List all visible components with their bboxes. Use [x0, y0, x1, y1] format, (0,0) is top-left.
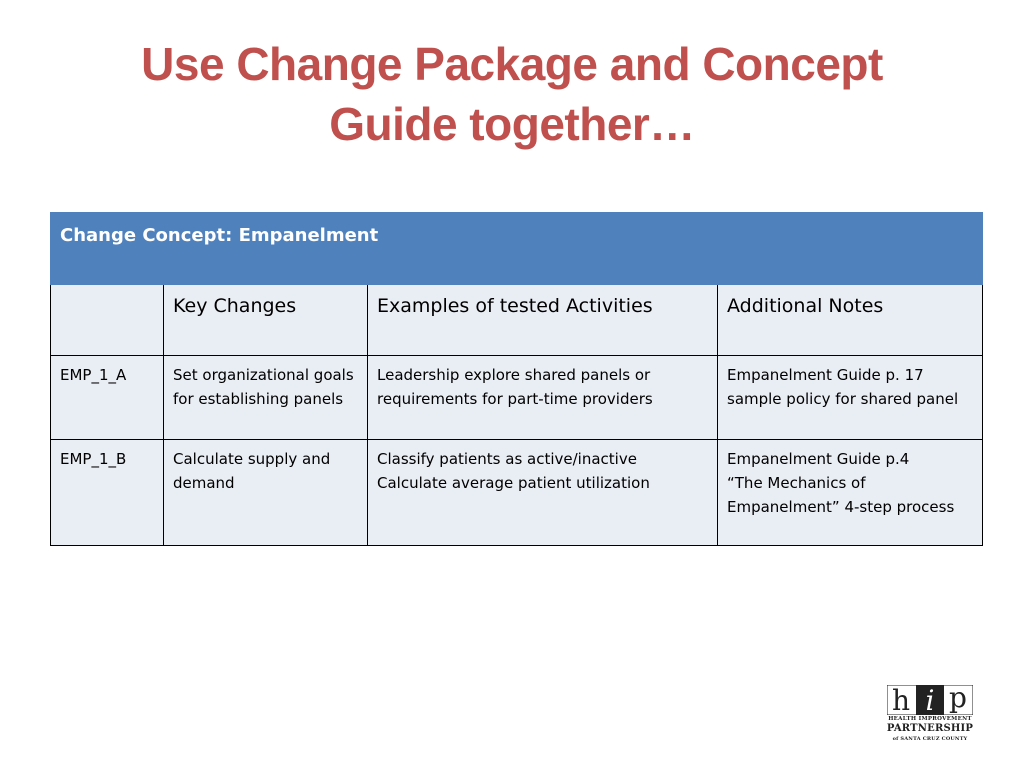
- column-header-id: [51, 285, 164, 356]
- table-row: [51, 356, 983, 440]
- note-line: Empanelment Guide p. 17 sample policy for shared panel: [727, 366, 959, 408]
- logo-text-line-1: HEALTH IMPROVEMENT: [888, 716, 972, 722]
- table-row: [51, 440, 983, 546]
- change-concept-table: [50, 212, 983, 546]
- logo-letter-i: i: [925, 685, 935, 715]
- column-header-row: [51, 285, 983, 356]
- slide-title-line-2: Guide together…: [329, 98, 695, 150]
- example-line: Leadership explore shared panels or requirements for part-time providers: [377, 366, 653, 408]
- example-line: Calculate average patient utilization: [377, 474, 650, 492]
- logo-text-line-2: PARTNERSHIP: [886, 723, 974, 734]
- example-line: Classify patients as active/inactive: [377, 450, 637, 468]
- note-line: Empanelment Guide p.4: [727, 450, 910, 468]
- key-change-cell: Set organizational goals for establishing panels: [164, 356, 368, 440]
- concept-header-cell: Change Concept: Empanelment: [51, 213, 983, 285]
- examples-cell: [368, 356, 718, 440]
- logo-text-line-3: of SANTA CRUZ COUNTY: [892, 736, 968, 742]
- note-line: “The Mechanics of Empanelment” 4-step process: [727, 474, 955, 516]
- key-change-cell: Calculate supply and demand: [164, 440, 368, 546]
- notes-cell: [718, 356, 983, 440]
- row-id-cell: EMP_1_A: [51, 356, 164, 440]
- hip-logo: [885, 685, 975, 745]
- examples-cell: [368, 440, 718, 546]
- row-id-cell: EMP_1_B: [51, 440, 164, 546]
- column-header-notes: Additional Notes: [718, 285, 983, 356]
- hip-logo-mark: [887, 685, 973, 715]
- slide-title-line-1: Use Change Package and Concept: [141, 38, 883, 90]
- slide-title: [40, 34, 984, 154]
- logo-letter-p: p: [949, 685, 967, 714]
- notes-cell: [718, 440, 983, 546]
- concept-header-row: [51, 213, 983, 285]
- logo-letter-h: h: [891, 685, 911, 715]
- column-header-examples: Examples of tested Activities: [368, 285, 718, 356]
- column-header-key-changes: Key Changes: [164, 285, 368, 356]
